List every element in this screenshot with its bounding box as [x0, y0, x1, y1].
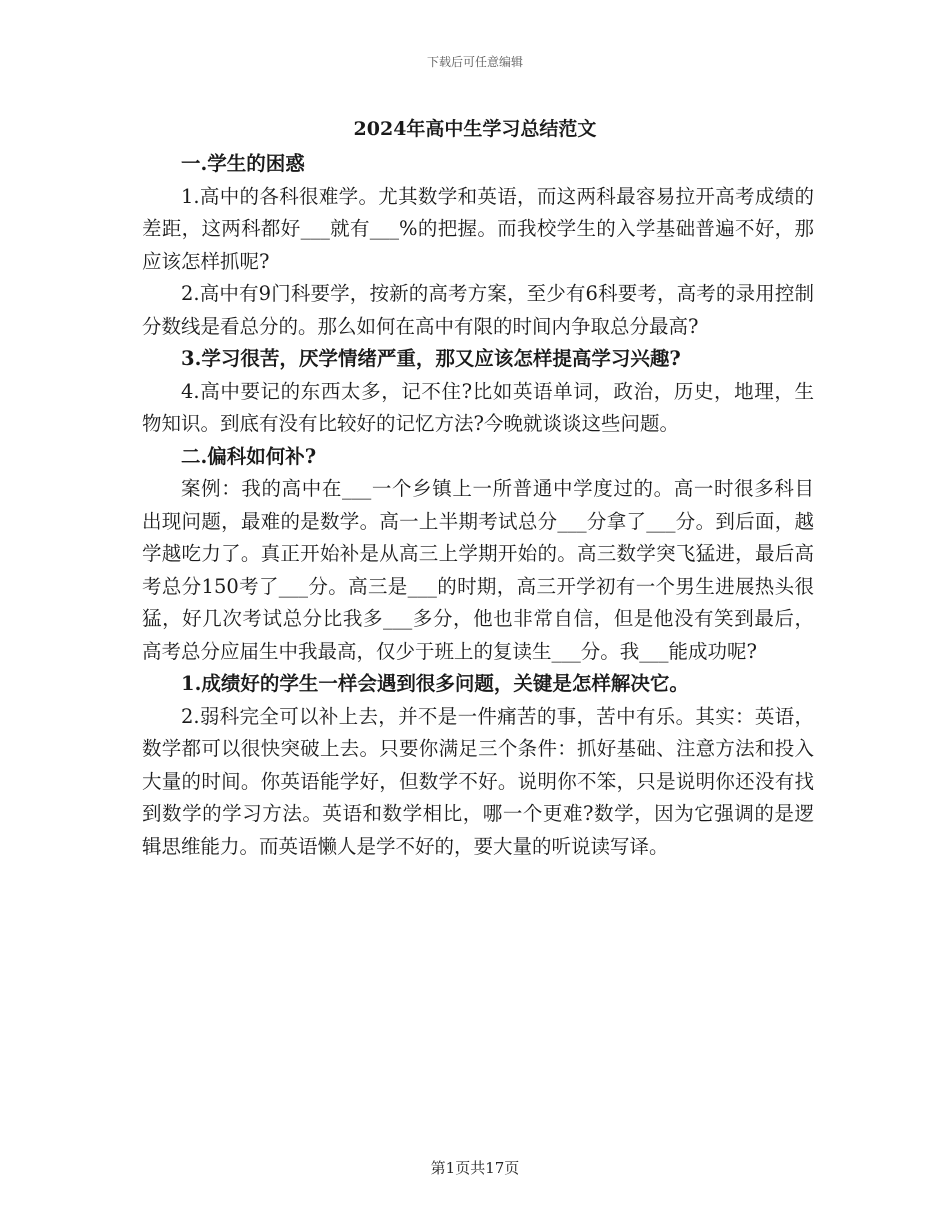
page-header-note: 下载后可任意编辑: [426, 55, 523, 69]
paragraph-case: 案例：我的高中在___一个乡镇上一所普通中学度过的。高一时很多科目出现问题，最难的是数学。高一上半期考试总分___分拿了___分。到后面，越学越吃力了。真正开始补是从高三上学期开始的。高三数学突飞猛进，最后高考总分150考了___分。高三是___的时期，高三开学初有一个男生进展热头很猛，好几次考试总分比我多___多分，他也非常自信，但是他没有笑到最后，高考总分应届生中我最高，仅少于班上的复读生___分。我___能成功呢?: [142, 477, 814, 663]
paragraph-point-1-bold: 1.成绩好的学生一样会遇到很多问题，关键是怎样解决它。: [181, 672, 689, 695]
section-heading-2: 二.偏科如何补?: [181, 444, 317, 468]
document-body: [142, 148, 814, 863]
document-title: 2024年高中生学习总结范文: [353, 118, 597, 140]
paragraph-4: 4.高中要记的东西太多，记不住?比如英语单词，政治，历史，地理，生物知识。到底有没有比较好的记忆方法?今晚就谈谈这些问题。: [142, 379, 814, 435]
paragraph-2: 2.高中有9门科要学，按新的高考方案，至少有6科要考，高考的录用控制分数线是看总分的。那么如何在高中有限的时间内争取总分最高?: [142, 282, 814, 338]
paragraph-point-2: 2.弱科完全可以补上去，并不是一件痛苦的事，苦中有乐。其实：英语，数学都可以很快突破上去。只要你满足三个条件：抓好基础、注意方法和投入大量的时间。你英语能学好，但数学不好。说明你不笨，只是说明你还没有找到数学的学习方法。英语和数学相比，哪一个更难?数学，因为它强调的是逻辑思维能力。而英语懒人是学不好的，要大量的听说读写译。: [142, 704, 814, 858]
paragraph-1: 1.高中的各科很难学。尤其数学和英语，而这两科最容易拉开高考成绩的差距，这两科都好___就有___%的把握。而我校学生的入学基础普遍不好，那应该怎样抓呢?: [142, 184, 814, 273]
paragraph-3-bold: 3.学习很苦，厌学情绪严重，那又应该怎样提高学习兴趣?: [181, 347, 681, 370]
section-heading-1: 一.学生的困惑: [181, 152, 305, 175]
page-number-footer: 第1页共17页: [430, 1159, 520, 1177]
